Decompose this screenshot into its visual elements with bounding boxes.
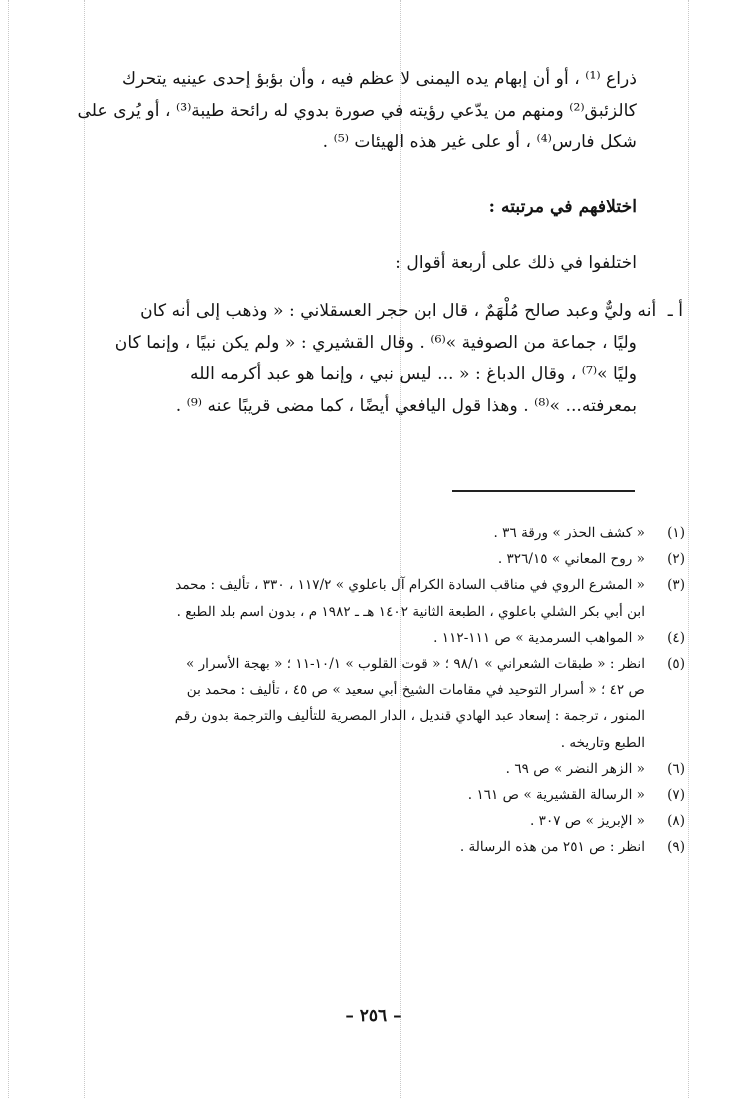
footnote-line: « المشرع الروي في مناقب السادة الكرام آل باعلوي » ١١٧/٢ ، ٣٣٠ ، تأليف : محمد — [175, 577, 645, 594]
section-heading: اختلافهم في مرتبته : — [488, 197, 637, 217]
item-first-line: أنه وليٌّ وعبد صالح مُلْهَمٌ ، قال ابن حجر العسقلاني : « وذهب إلى أنه كان — [140, 301, 657, 321]
footnote-number: (١) — [667, 525, 685, 541]
footnote-line: المنور ، ترجمة : إسعاد عبد الهادي قنديل ، الدار المصرية للتأليف والترجمة بدون رقم — [174, 708, 645, 725]
list-item-a — [60, 296, 683, 422]
footnote — [60, 651, 685, 756]
footnote-number: (٦) — [667, 760, 685, 777]
footnote-line: « روح المعاني » ٣٢٦/١٥ . — [497, 551, 645, 568]
margin-guide — [8, 0, 9, 1098]
footnote-line: « المواهب السرمدية » ص ١١١-١١٢ . — [433, 629, 645, 646]
footnote — [60, 834, 685, 860]
footnote — [60, 546, 685, 572]
footnote — [60, 782, 685, 808]
item-line: وليًا ، جماعة من الصوفية »⁽⁶⁾ . وقال القشيري : « ولم يكن نبيًا ، وإنما كان — [114, 332, 637, 353]
footnote-number: (٩) — [667, 839, 685, 856]
page-number: – ٢٥٦ – — [345, 1006, 402, 1026]
footnote-number: (٥) — [667, 656, 685, 673]
footnote-line: انظر : ص ٢٥١ من هذه الرسالة . — [459, 839, 645, 856]
footnote-line: « الإبريز » ص ٣٠٧ . — [529, 813, 645, 830]
footnote-line: « كشف الحذر » ورقة ٣٦ . — [493, 525, 645, 541]
footnote-line: انظر : « طبقات الشعراني » ٩٨/١ ؛ « قوت القلوب » ١٠/١-١١ ؛ « بهجة الأسرار » — [185, 656, 645, 673]
item-line: وليًا »⁽⁷⁾ ، وقال الدباغ : « ... ليس نبي ، وإنما هو عبد أكرمه الله — [190, 364, 637, 385]
body-line: كالزئبق⁽²⁾ ومنهم من يدّعي رؤيته في صورة بدوي له رائحة طيبة⁽³⁾ ، أو يُرى على — [77, 100, 637, 121]
footnote-line: الطبع وتاريخه . — [560, 734, 645, 751]
footnote — [60, 625, 685, 651]
footnote-number: (٣) — [667, 577, 685, 594]
footnote-number: (٧) — [667, 787, 685, 804]
margin-guide — [688, 0, 689, 1098]
footnote — [60, 808, 685, 834]
body-line: ذراع ⁽¹⁾ ، أو أن إبهام يده اليمنى لا عظم فيه ، وأن بؤبؤ إحدى عينيه يتحرك — [122, 69, 637, 89]
footnote-line: « الرسالة القشيرية » ص ١٦١ . — [467, 787, 645, 804]
body-paragraph — [60, 64, 637, 159]
footnote-number: (٤) — [667, 629, 685, 646]
footnote — [60, 572, 685, 624]
item-line: بمعرفته... »⁽⁸⁾ . وهذا قول اليافعي أيضًا ، كما مضى قريبًا عنه ⁽⁹⁾ . — [175, 395, 637, 416]
footnote-number: (٢) — [667, 551, 685, 568]
footnote-separator — [452, 490, 635, 492]
footnote — [60, 756, 685, 782]
intro-line: اختلفوا في ذلك على أربعة أقوال : — [395, 253, 637, 273]
footnote — [60, 520, 685, 546]
footnote-line: ابن أبي بكر الشلي باعلوي ، الطبعة الثانية ١٤٠٢ هـ ـ ١٩٨٢ م ، بدون اسم بلد الطبع . — [176, 603, 645, 620]
item-label: أ ـ — [667, 301, 683, 321]
body-line: شكل فارس⁽⁴⁾ ، أو على غير هذه الهيئات ⁽⁵⁾ . — [322, 132, 637, 152]
footnotes — [60, 520, 685, 861]
footnote-number: (٨) — [667, 813, 685, 830]
footnote-line: ص ٤٢ ؛ « أسرار التوحيد في مقامات الشيخ أبي سعيد » ص ٤٥ ، تأليف : محمد بن — [186, 682, 645, 699]
footnote-line: « الزهر النضر » ص ٦٩ . — [505, 760, 645, 777]
